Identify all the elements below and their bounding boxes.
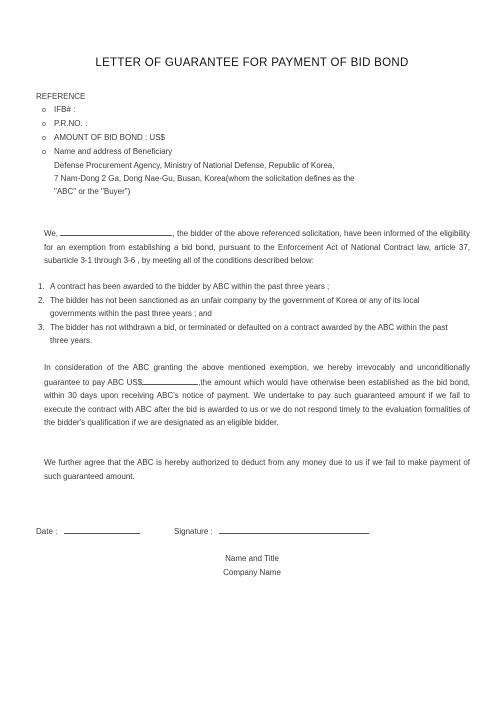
reference-item-text: AMOUNT OF BID BOND : US$ <box>54 133 165 142</box>
company-name-label: Company Name <box>223 567 281 577</box>
condition-item <box>28 294 468 321</box>
signature-label: Signature : <box>174 527 213 536</box>
amount-blank[interactable] <box>142 375 198 385</box>
paragraph-rest: ,the amount which would have otherwise been established as the bid bond, within 30 days upon receiving ABC's notice of payment. We undertake to pay such guaranteed amount if we fail to execute the contract with ABC after the bid is awarded to us or we do not respond timely to the evaluation formalities of the bidder's qualification if we are designated as an eligible bidder. <box>44 377 471 427</box>
exemption-paragraph <box>44 226 470 268</box>
deduction-paragraph: We further agree that the ABC is hereby authorized to deduct from any money due to us if we fail to make payment of such guaranteed amount. <box>44 458 470 481</box>
signatory-block <box>0 552 504 579</box>
reference-item-text: Name and address of Beneficiary <box>54 147 173 156</box>
guarantee-paragraph <box>44 361 470 430</box>
reference-heading: REFERENCE <box>36 92 86 101</box>
signature-row <box>36 524 369 536</box>
condition-text: The bidder has not withdrawn a bid, or terminated or defaulted on a contract awarded by the ABC within the past three years. <box>50 322 448 345</box>
condition-number: 2. <box>38 295 45 305</box>
reference-item-text: P.R.NO. : <box>54 119 88 128</box>
reference-item-text: IFB# : <box>54 105 76 114</box>
reference-item <box>36 117 355 131</box>
bidder-name-blank[interactable] <box>60 226 172 236</box>
reference-item <box>36 103 355 117</box>
paragraph-rest: , the bidder of the above referenced solicitation, have been informed of the eligibility for an exemption from establishing a bid bond, pursuant to the Enforcement Act of National Contract law, article 37, subarticle 3-1 through 3-6 , by meeting all of the conditions described below: <box>44 229 470 265</box>
condition-text: A contract has been awarded to the bidder by ABC within the past three years ; <box>50 282 330 291</box>
condition-item <box>28 321 468 348</box>
condition-number: 1. <box>38 282 45 291</box>
document-title: LETTER OF GUARANTEE FOR PAYMENT OF BID BOND <box>95 57 409 69</box>
name-title-label: Name and Title <box>225 554 279 563</box>
bullet-icon: o <box>42 149 46 156</box>
bullet-icon: o <box>42 107 46 114</box>
bullet-icon: o <box>42 121 46 128</box>
date-label: Date : <box>36 527 58 536</box>
date-blank[interactable] <box>64 524 140 534</box>
reference-section <box>36 90 355 198</box>
bullet-icon: o <box>42 135 46 142</box>
beneficiary-line: Defense Procurement Agency, Ministry of National Defense, Republic of Korea, <box>54 161 335 170</box>
reference-item <box>36 145 355 159</box>
condition-text: The bidder has not been sanctioned as an unfair company by the government of Korea or any of its local governments within the past three years ; and <box>50 295 420 318</box>
condition-number: 3. <box>38 322 45 332</box>
paragraph-start: In consideration of the ABC granting the above mentioned exemption, we hereby irrevocably and unconditionally guarantee to pay ABC US$ <box>44 363 470 387</box>
condition-item <box>28 280 468 294</box>
beneficiary-line: "ABC" or the "Buyer") <box>54 187 131 196</box>
conditions-list <box>28 280 468 348</box>
reference-item <box>36 131 355 145</box>
beneficiary-line: 7 Nam-Dong 2 Ga, Dong Nae-Gu, Busan, Korea(whom the solicitation defines as the <box>54 174 355 183</box>
paragraph-start: We, <box>44 229 59 238</box>
signature-blank[interactable] <box>219 524 369 534</box>
